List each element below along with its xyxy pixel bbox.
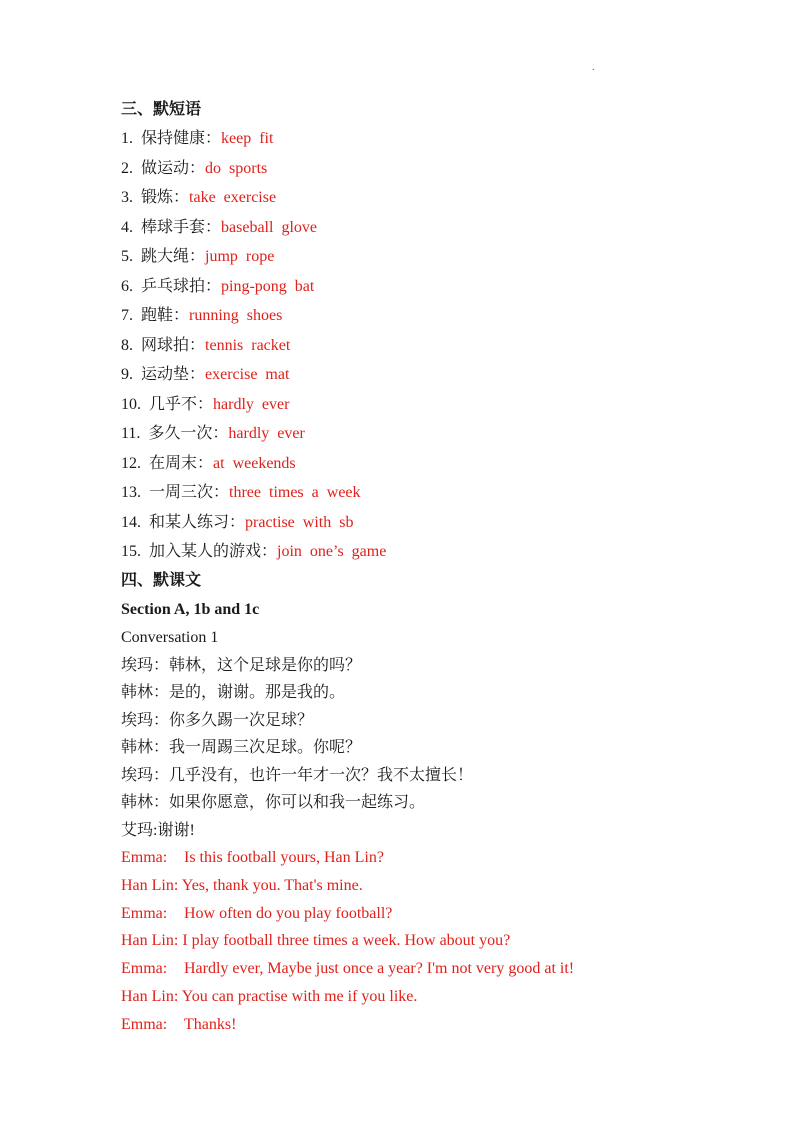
phrase-item — [121, 301, 721, 331]
chinese-dialogue-line: 韩林：如果你愿意，你可以和我一起练习。 — [121, 794, 426, 811]
english-dialogue-line — [121, 983, 721, 1011]
phrase-chinese: 运动垫： — [141, 366, 206, 383]
phrase-number: 11. — [121, 425, 141, 442]
phrase-english: jump rope — [205, 248, 275, 265]
phrase-english: three times a week — [229, 484, 361, 501]
section-heading-text: 四、默课文 — [121, 571, 202, 589]
speaker-name: Han Lin: — [121, 987, 179, 1005]
conversation-title: Conversation 1 — [121, 628, 219, 646]
dialogue-text: Hardly ever, Maybe just once a year? I'm not very good at it! — [184, 960, 575, 978]
chinese-dialogue-line: 韩林：我一周踢三次足球。你呢？ — [121, 739, 362, 756]
phrase-item — [121, 508, 721, 538]
phrase-chinese: 在周末： — [149, 454, 214, 472]
phrase-item — [121, 183, 721, 213]
phrase-number: 3. — [121, 189, 133, 206]
phrase-item — [121, 390, 721, 420]
phrase-item — [121, 537, 721, 567]
phrase-english: exercise mat — [205, 366, 290, 383]
phrase-english: at weekends — [213, 454, 296, 472]
dialogue-text: How often do you play football? — [184, 904, 393, 922]
phrase-english: join one’s game — [277, 543, 387, 560]
english-dialogue-line — [121, 1011, 721, 1039]
dialogue-text: You can practise with me if you like. — [178, 987, 418, 1005]
phrase-item — [121, 154, 721, 184]
phrase-number: 1. — [121, 130, 133, 147]
phrase-english: baseball glove — [221, 218, 317, 236]
chinese-dialogue-line: 埃玛：你多久踢一次足球？ — [121, 711, 314, 729]
phrase-chinese: 保持健康： — [141, 130, 222, 147]
phrase-number: 8. — [121, 336, 133, 354]
phrase-item — [121, 449, 721, 479]
chinese-dialogue-line: 埃玛：韩林，这个足球是你的吗？ — [121, 656, 362, 674]
phrase-number: 9. — [121, 366, 133, 383]
phrase-chinese: 一周三次： — [149, 484, 230, 501]
phrase-english: do sports — [205, 159, 268, 177]
speaker-name: Emma: — [121, 849, 168, 866]
phrase-chinese: 多久一次： — [148, 425, 229, 442]
chinese-dialogue-line: 埃玛：几乎没有，也许一年才一次？我不太擅长！ — [121, 766, 474, 784]
phrase-chinese: 网球拍： — [141, 336, 206, 354]
phrase-english: tennis racket — [205, 336, 291, 354]
phrase-chinese: 跳大绳： — [141, 248, 206, 265]
phrase-english: hardly ever — [228, 425, 305, 442]
section-heading-phrases: 三、默短语 — [121, 101, 202, 118]
english-dialogue-line — [121, 955, 721, 983]
chinese-dialogue-line: 艾玛:谢谢! — [121, 821, 195, 839]
phrase-chinese: 锻炼： — [141, 189, 190, 206]
speaker-name: Han Lin: — [121, 876, 179, 894]
speaker-name: Emma: — [121, 1015, 168, 1033]
phrase-english: hardly ever — [213, 395, 290, 413]
chinese-dialogue — [121, 652, 721, 845]
english-dialogue-line — [121, 872, 721, 900]
phrase-number: 2. — [121, 159, 133, 177]
chinese-dialogue-line: 韩林：是的，谢谢。那是我的。 — [121, 684, 346, 701]
dialogue-text: I play football three times a week. How about you? — [178, 932, 511, 950]
phrase-item — [121, 213, 721, 243]
phrase-chinese: 几乎不： — [149, 395, 214, 413]
english-dialogue-line — [121, 927, 721, 955]
dialogue-text: Thanks! — [184, 1015, 237, 1033]
speaker-name: Emma: — [121, 904, 168, 922]
english-dialogue — [121, 844, 721, 1039]
phrase-chinese: 棒球手套： — [141, 218, 222, 236]
lesson-subheading: Section A, 1b and 1c — [121, 600, 260, 618]
phrase-english: ping-pong bat — [221, 277, 315, 295]
phrase-number: 7. — [121, 307, 133, 324]
phrase-chinese: 跑鞋： — [141, 307, 190, 324]
phrase-number: 6. — [121, 277, 133, 295]
phrase-item — [121, 360, 721, 390]
phrase-item — [121, 124, 721, 154]
english-dialogue-line — [121, 900, 721, 928]
phrase-chinese: 和某人练习： — [149, 513, 246, 531]
phrase-number: 4. — [121, 218, 133, 236]
speaker-name: Han Lin: — [121, 932, 179, 950]
phrase-number: 13. — [121, 484, 141, 501]
speaker-name: Emma: — [121, 960, 168, 978]
dialogue-text: Is this football yours, Han Lin? — [184, 849, 384, 866]
phrase-number: 15. — [121, 543, 141, 560]
english-dialogue-line — [121, 844, 721, 872]
dialogue-text: Yes, thank you. That's mine. — [178, 876, 363, 894]
phrase-english: running shoes — [189, 307, 283, 324]
document-page — [121, 96, 721, 1039]
phrase-item — [121, 272, 721, 302]
phrase-list — [121, 124, 721, 567]
phrase-english: keep fit — [221, 130, 274, 147]
phrase-english: practise with sb — [245, 513, 354, 531]
phrase-chinese: 做运动： — [141, 159, 206, 177]
phrase-chinese: 加入某人的游戏： — [149, 543, 278, 560]
phrase-number: 10. — [121, 395, 141, 413]
phrase-number: 5. — [121, 248, 133, 265]
phrase-number: 14. — [121, 513, 141, 531]
phrase-item — [121, 242, 721, 272]
phrase-item — [121, 419, 721, 449]
phrase-item — [121, 331, 721, 361]
phrase-number: 12. — [121, 454, 141, 472]
phrase-english: take exercise — [189, 189, 277, 206]
phrase-item — [121, 478, 721, 508]
corner-mark: . — [592, 62, 595, 73]
phrase-chinese: 乒乓球拍： — [141, 277, 222, 295]
